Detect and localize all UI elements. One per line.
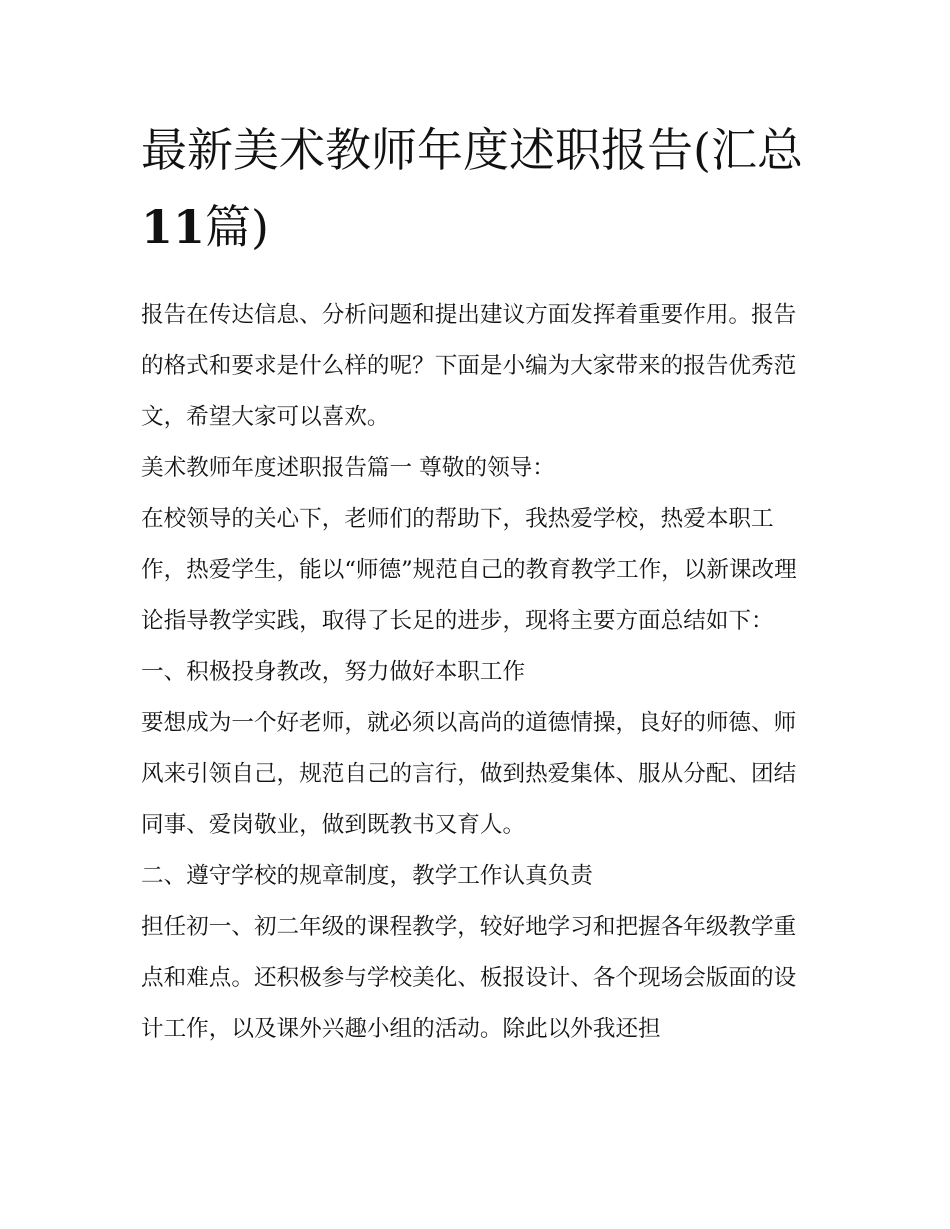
subheading-paragraph: 二、遵守学校的规章制度，教学工作认真负责 — [141, 863, 593, 889]
title-number: 11 — [141, 200, 206, 254]
body-paragraph: 担任初一、初二年级的课程教学，较好地学习和把握各年级教学重点和难点。还积极参与学校美化、板报设计、各个现场会版面的设计工作，以及课外兴趣小组的活动。除此以外我还担 — [141, 914, 797, 1042]
section-heading-paragraph: 美术教师年度述职报告篇一 尊敬的领导： — [141, 455, 555, 481]
document-body — [141, 290, 813, 1055]
intro-paragraph: 报告在传达信息、分析问题和提出建议方面发挥着重要作用。报告的格式和要求是什么样的呢？下面是小编为大家带来的报告优秀范文，希望大家可以喜欢。 — [141, 302, 797, 430]
body-paragraph: 要想成为一个好老师，就必须以高尚的道德情操，良好的师德、师风来引领自己，规范自己的言行，做到热爱集体、服从分配、团结同事、爱岗敬业，做到既教书又育人。 — [141, 710, 797, 838]
document-content — [141, 112, 813, 1055]
subheading-paragraph: 一、积极投身教改，努力做好本职工作 — [141, 659, 526, 685]
body-paragraph: 在校领导的关心下，老师们的帮助下，我热爱学校，热爱本职工作，热爱学生，能以“师德”规范自己的教育教学工作，以新课改理论指导教学实践，取得了长足的进步，现将主要方面总结如下： — [141, 506, 797, 634]
document-title: 最新美术教师年度述职报告(汇总11篇) — [141, 123, 803, 254]
